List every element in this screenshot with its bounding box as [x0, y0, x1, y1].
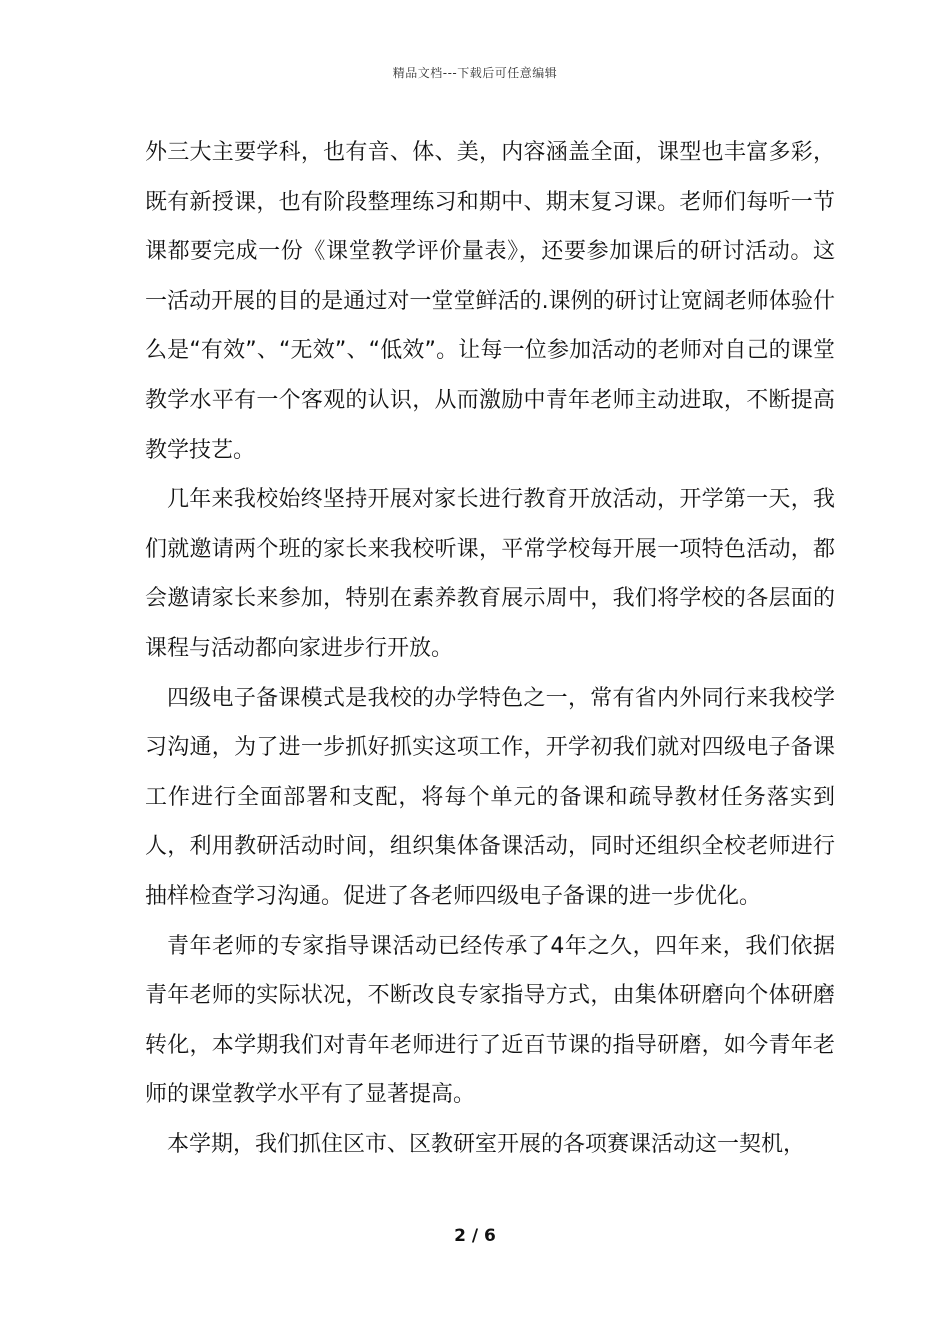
document-body: [145, 128, 835, 1169]
paragraph-3: 四级电子备课模式是我校的办学特色之一，常有省内外同行来我校学习沟通，为了进一步抓好抓实这项工作，开学初我们就对四级电子备课工作进行全面部署和支配，将每个单元的备课和疏导教材任务落实到人，利用教研活动时间，组织集体备课活动，同时还组织全校老师进行抽样检查学习沟通。促进了各老师四级电子备课的进一步优化。: [145, 685, 835, 909]
paragraph-2: 几年来我校始终坚持开展对家长进行教育开放活动，开学第一天，我们就邀请两个班的家长来我校听课，平常学校每开展一项特色活动，都会邀请家长来参加，特别在素养教育展示周中，我们将学校的各层面的课程与活动都向家进步行开放。: [145, 487, 835, 661]
page-number: 2 / 6: [454, 1226, 496, 1246]
paragraph-4: 青年老师的专家指导课活动已经传承了4年之久，四年来，我们依据青年老师的实际状况，不断改良专家指导方式，由集体研磨向个体研磨转化，本学期我们对青年老师进行了近百节课的指导研磨，如今青年老师的课堂教学水平有了显著提高。: [145, 933, 835, 1108]
page-header: 精品文档---下载后可任意编辑: [392, 66, 558, 80]
paragraph-1: 外三大主要学科，也有音、体、美，内容涵盖全面，课型也丰富多彩，既有新授课，也有阶段整理练习和期中、期末复习课。老师们每听一节课都要完成一份《课堂教学评价量表》，还要参加课后的研讨活动。这一活动开展的目的是通过对一堂堂鲜活的.课例的研讨让宽阔老师体验什么是“有效”、“无效”、“低效”。让每一位参加活动的老师对自己的课堂教学水平有一个客观的认识，从而激励中青年老师主动进取，不断提高教学技艺。: [145, 140, 835, 463]
paragraph-5: 本学期，我们抓住区市、区教研室开展的各项赛课活动这一契机，: [167, 1131, 806, 1157]
